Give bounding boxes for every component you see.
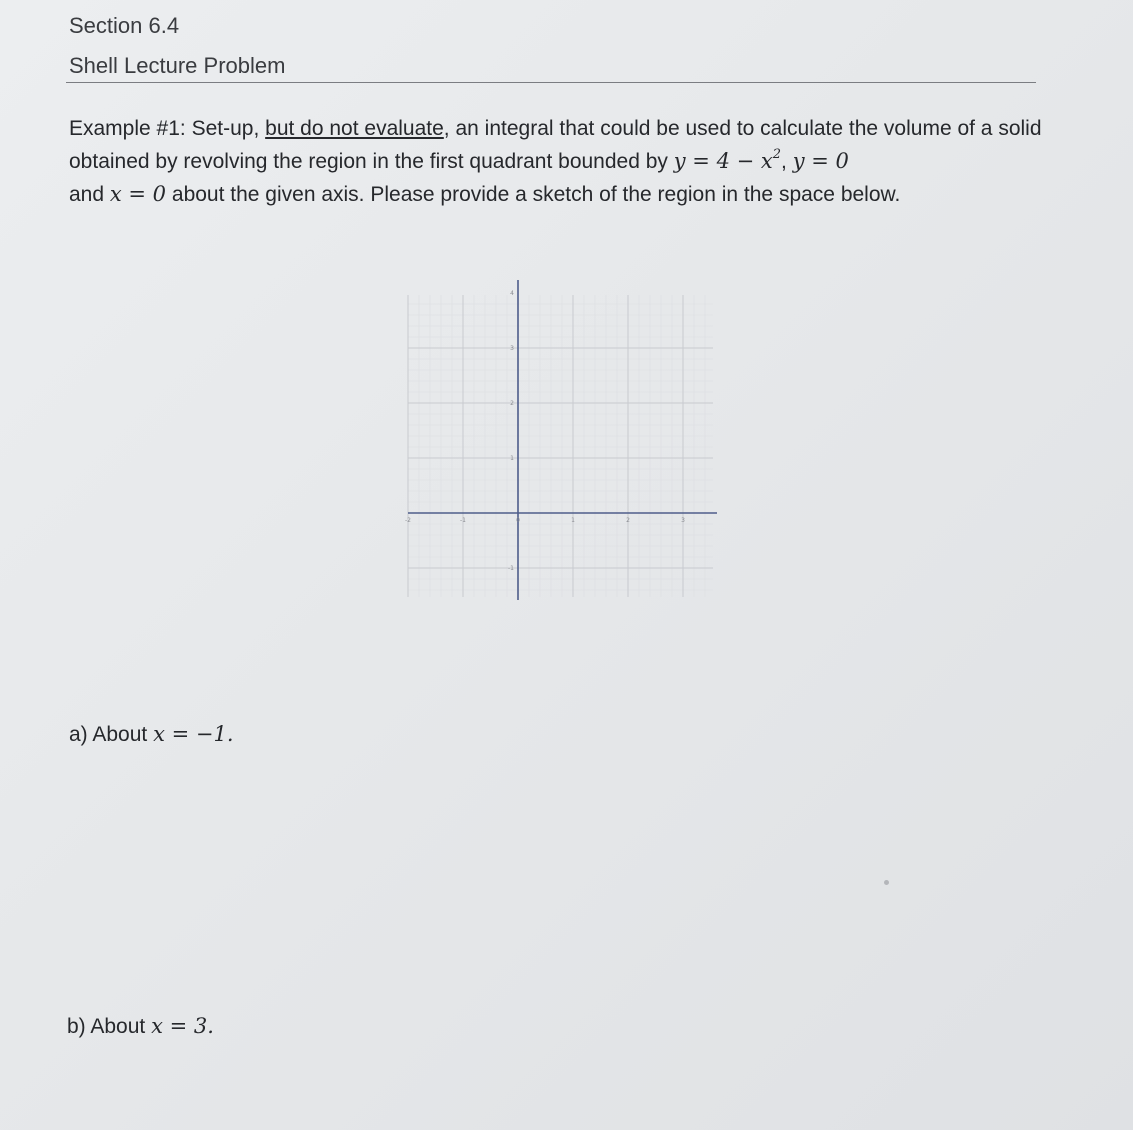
equation-curve-body: y = 4 − x (673, 149, 773, 173)
x-tick-label: 0 (516, 517, 520, 524)
equation-curve (674, 149, 781, 173)
part-a-equation: x = −1. (153, 722, 234, 746)
part-a-text: About (92, 723, 148, 746)
y-tick-label: -1 (508, 565, 514, 572)
y-tick-labels (508, 290, 514, 572)
sketch-area (380, 270, 730, 610)
part-b-label: b) (67, 1015, 86, 1038)
problem-text-3: about the given axis. Please provide a sketch of the region in the space below. (171, 183, 901, 206)
problem-lead: Set-up, (191, 117, 260, 140)
equation-y-axis: x = 0 (109, 182, 167, 206)
x-tick-label: 3 (681, 517, 685, 524)
coordinate-grid (380, 270, 730, 610)
part-b (67, 1014, 214, 1039)
x-tick-labels (405, 517, 685, 524)
part-a-label: a) (69, 723, 88, 746)
y-tick-label: 1 (510, 455, 514, 462)
y-tick-label: 4 (510, 290, 514, 297)
problem-label: Example #1: (69, 117, 186, 140)
equation-x-axis: y = 0 (792, 149, 849, 173)
x-tick-label: 2 (626, 517, 630, 524)
minor-gridlines (408, 295, 713, 597)
page-subtitle: Shell Lecture Problem (69, 53, 286, 78)
section-title: Section 6.4 (69, 13, 180, 38)
equation-separator: , (781, 150, 787, 173)
part-b-text: About (90, 1015, 146, 1038)
problem-statement (69, 112, 1049, 211)
problem-text-1: , an integral that could be used to calculate the volume of a solid obtained by revolving the region in the first quadrant bounded by (69, 117, 1042, 173)
x-tick-label: 1 (571, 517, 575, 524)
equation-curve-exponent: 2 (772, 147, 782, 162)
problem-emphasis: but do not evaluate (265, 117, 444, 140)
axes (408, 280, 717, 600)
part-b-equation: x = 3. (151, 1014, 214, 1038)
part-a (69, 722, 234, 747)
problem-text-2: and (69, 183, 105, 206)
x-tick-label: -1 (460, 517, 466, 524)
x-tick-label: -2 (405, 517, 411, 524)
y-tick-label: 2 (510, 400, 514, 407)
major-gridlines (408, 295, 713, 597)
y-tick-label: 3 (510, 345, 514, 352)
header-divider (66, 82, 1036, 83)
paper-speck (884, 880, 889, 885)
